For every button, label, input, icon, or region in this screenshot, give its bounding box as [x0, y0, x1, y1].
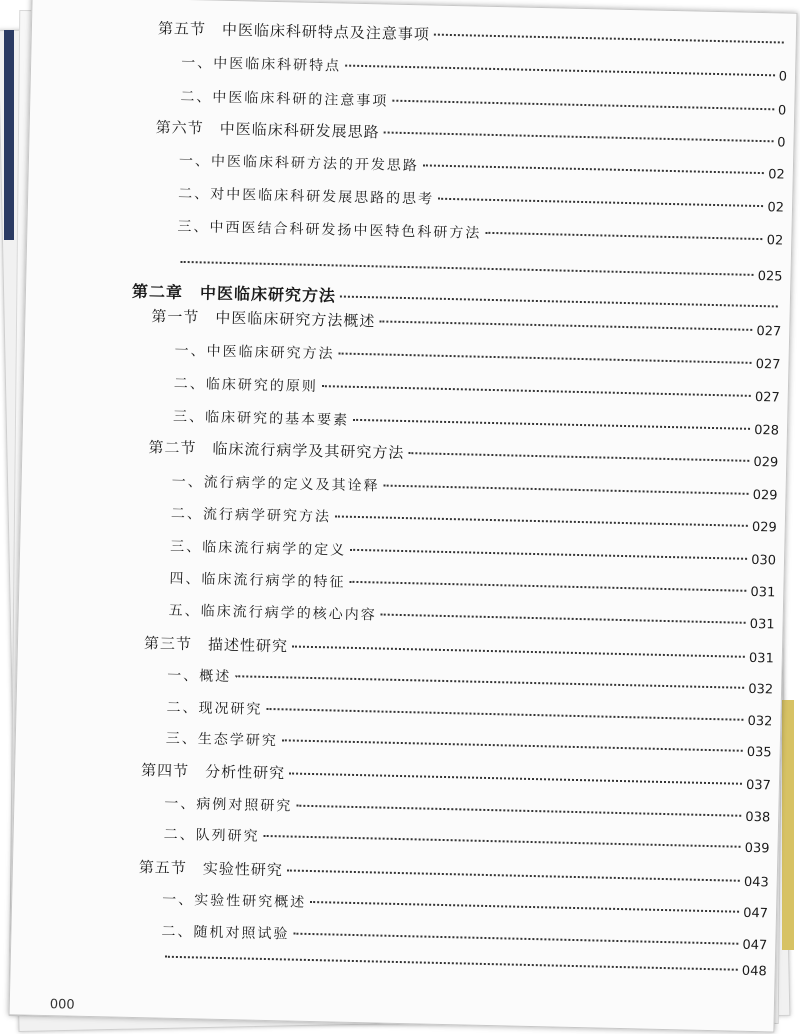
table-of-contents	[33, 0, 797, 980]
toc-entry-title: 三、生态学研究	[165, 730, 278, 750]
toc-item	[169, 600, 775, 634]
toc-page-number: 0	[777, 103, 787, 119]
toc-page-number: 027	[754, 389, 780, 406]
toc-entry-title: 三、临床流行病学的定义	[170, 538, 347, 559]
toc-item	[174, 373, 780, 407]
toc-item	[171, 471, 777, 505]
toc-entry-title: 一、中医临床科研方法的开发思路	[178, 152, 420, 175]
toc-entry-title: 第二节 临床流行病学及其研究方法	[148, 438, 405, 463]
toc-page-number: 047	[743, 905, 769, 922]
toc-page-number: 02	[766, 233, 784, 249]
toc-section	[155, 116, 785, 151]
toc-section	[141, 759, 771, 794]
toc-page-number: 031	[750, 584, 776, 601]
dot-leader	[264, 835, 741, 848]
dot-leader	[235, 675, 744, 689]
toc-item	[163, 824, 769, 858]
dot-leader	[181, 261, 754, 276]
toc-item	[181, 52, 787, 86]
toc-entry-title: 第六节 中医临床科研发展思路	[155, 118, 380, 142]
dot-leader	[384, 131, 774, 142]
toc-item	[178, 183, 784, 217]
toc-item	[180, 86, 786, 120]
toc-page-number: 027	[756, 323, 782, 340]
toc-page-number: 0	[778, 69, 788, 85]
toc-page-number: 02	[768, 167, 785, 183]
dot-leader	[423, 164, 764, 174]
dot-leader	[340, 296, 778, 308]
toc-entry-title: 第五节 中医临床科研特点及注意事项	[157, 19, 431, 44]
dot-leader	[434, 34, 784, 44]
toc-item	[161, 951, 767, 980]
dot-leader	[289, 772, 742, 784]
dot-leader	[165, 956, 738, 971]
dot-leader	[381, 614, 746, 624]
toc-page	[9, 0, 798, 1033]
dot-leader	[322, 385, 751, 397]
dot-leader	[392, 100, 774, 111]
dot-leader	[292, 646, 745, 658]
toc-page-number: 027	[755, 356, 781, 373]
toc-page-number: 0	[777, 135, 786, 151]
dot-leader	[282, 739, 743, 751]
toc-page-number: 035	[746, 744, 772, 761]
toc-section	[144, 632, 774, 667]
toc-entry-title: 三、临床研究的基本要素	[172, 408, 350, 429]
toc-section	[148, 436, 778, 471]
dot-leader	[296, 805, 741, 817]
toc-entry-title: 二、中医临床科研的注意事项	[180, 88, 389, 110]
toc-page-number: 047	[742, 937, 768, 954]
toc-page-number: 029	[753, 454, 779, 471]
book-cover-edge	[4, 30, 14, 240]
toc-entry-title: 一、中医临床科研特点	[180, 54, 342, 75]
toc-entry-title: 第四节 分析性研究	[140, 761, 286, 783]
toc-item	[177, 216, 783, 250]
toc-entry-title: 五、临床流行病学的核心内容	[168, 602, 377, 624]
toc-item	[166, 697, 772, 731]
toc-page-number: 029	[752, 487, 778, 504]
toc-page-number: 043	[743, 874, 769, 891]
dot-leader	[349, 581, 746, 592]
dot-leader	[345, 65, 775, 77]
toc-entry-title: 二、流行病学研究方法	[170, 505, 332, 526]
toc-entry-title: 二、对中医临床科研发展思路的思考	[178, 185, 435, 208]
toc-page-number: 032	[748, 681, 774, 698]
toc-page-number: 031	[749, 616, 775, 633]
toc-item	[179, 150, 785, 184]
toc-page-number: 025	[757, 268, 783, 285]
toc-entry-title: 一、概述	[167, 667, 232, 686]
toc-item	[173, 406, 779, 440]
toc-page-number: 037	[745, 777, 772, 794]
toc-entry-title: 二、临床研究的原则	[173, 375, 319, 396]
toc-page-number: 032	[747, 713, 773, 730]
toc-entry-title: 一、中医临床研究方法	[174, 342, 335, 363]
toc-entry-title: 第一节 中医临床研究方法概述	[151, 307, 376, 331]
dot-leader	[353, 419, 750, 430]
toc-page-number: 031	[748, 650, 774, 667]
toc-page-number: 030	[751, 552, 777, 569]
dot-leader	[310, 901, 739, 913]
toc-entry-title: 三、中西医结合科研发扬中医特色科研方法	[177, 218, 482, 242]
dot-leader	[350, 549, 747, 560]
dot-leader	[339, 352, 752, 363]
toc-item	[176, 256, 782, 285]
toc-entry-title: 一、流行病学的定义及其诠释	[171, 473, 380, 495]
toc-item	[174, 340, 780, 374]
dot-leader	[335, 515, 748, 526]
toc-item	[171, 503, 777, 537]
toc-page-number: 039	[744, 840, 770, 857]
toc-entry-title: 一、病例对照研究	[164, 795, 293, 815]
page-number: 000	[49, 997, 75, 1013]
toc-item	[162, 889, 768, 923]
toc-entry-title: 第三节 描述性研究	[143, 634, 289, 656]
dot-leader	[384, 485, 749, 495]
toc-item	[166, 728, 772, 762]
toc-page-number: 048	[741, 963, 767, 980]
book-cover-edge	[782, 700, 794, 950]
toc-item	[167, 665, 773, 699]
toc-entry-title: 四、临床流行病学的特征	[169, 570, 346, 591]
toc-entry-title: 二、队列研究	[163, 826, 260, 845]
toc-entry-title: 二、现况研究	[166, 699, 263, 718]
toc-section	[158, 17, 788, 52]
toc-page-number: 028	[753, 422, 780, 439]
dot-leader	[379, 320, 752, 330]
toc-item	[170, 536, 776, 570]
toc-item	[164, 793, 770, 827]
toc-page-number: 02	[767, 200, 785, 216]
toc-item	[161, 921, 767, 955]
toc-entry-title: 二、随机对照试验	[161, 923, 290, 943]
toc-entry-title: 第五节 实验性研究	[138, 858, 284, 880]
dot-leader	[293, 933, 738, 945]
dot-leader	[438, 198, 763, 207]
dot-leader	[408, 452, 749, 462]
dot-leader	[485, 232, 762, 240]
toc-item	[169, 568, 775, 602]
toc-page-number: 029	[751, 519, 777, 536]
toc-entry-title: 一、实验性研究概述	[162, 891, 307, 911]
toc-section	[139, 856, 769, 891]
toc-entry-title: 第二章 中医临床研究方法	[131, 281, 337, 306]
dot-leader	[267, 708, 744, 721]
toc-page-number: 038	[745, 809, 771, 826]
dot-leader	[287, 869, 740, 881]
